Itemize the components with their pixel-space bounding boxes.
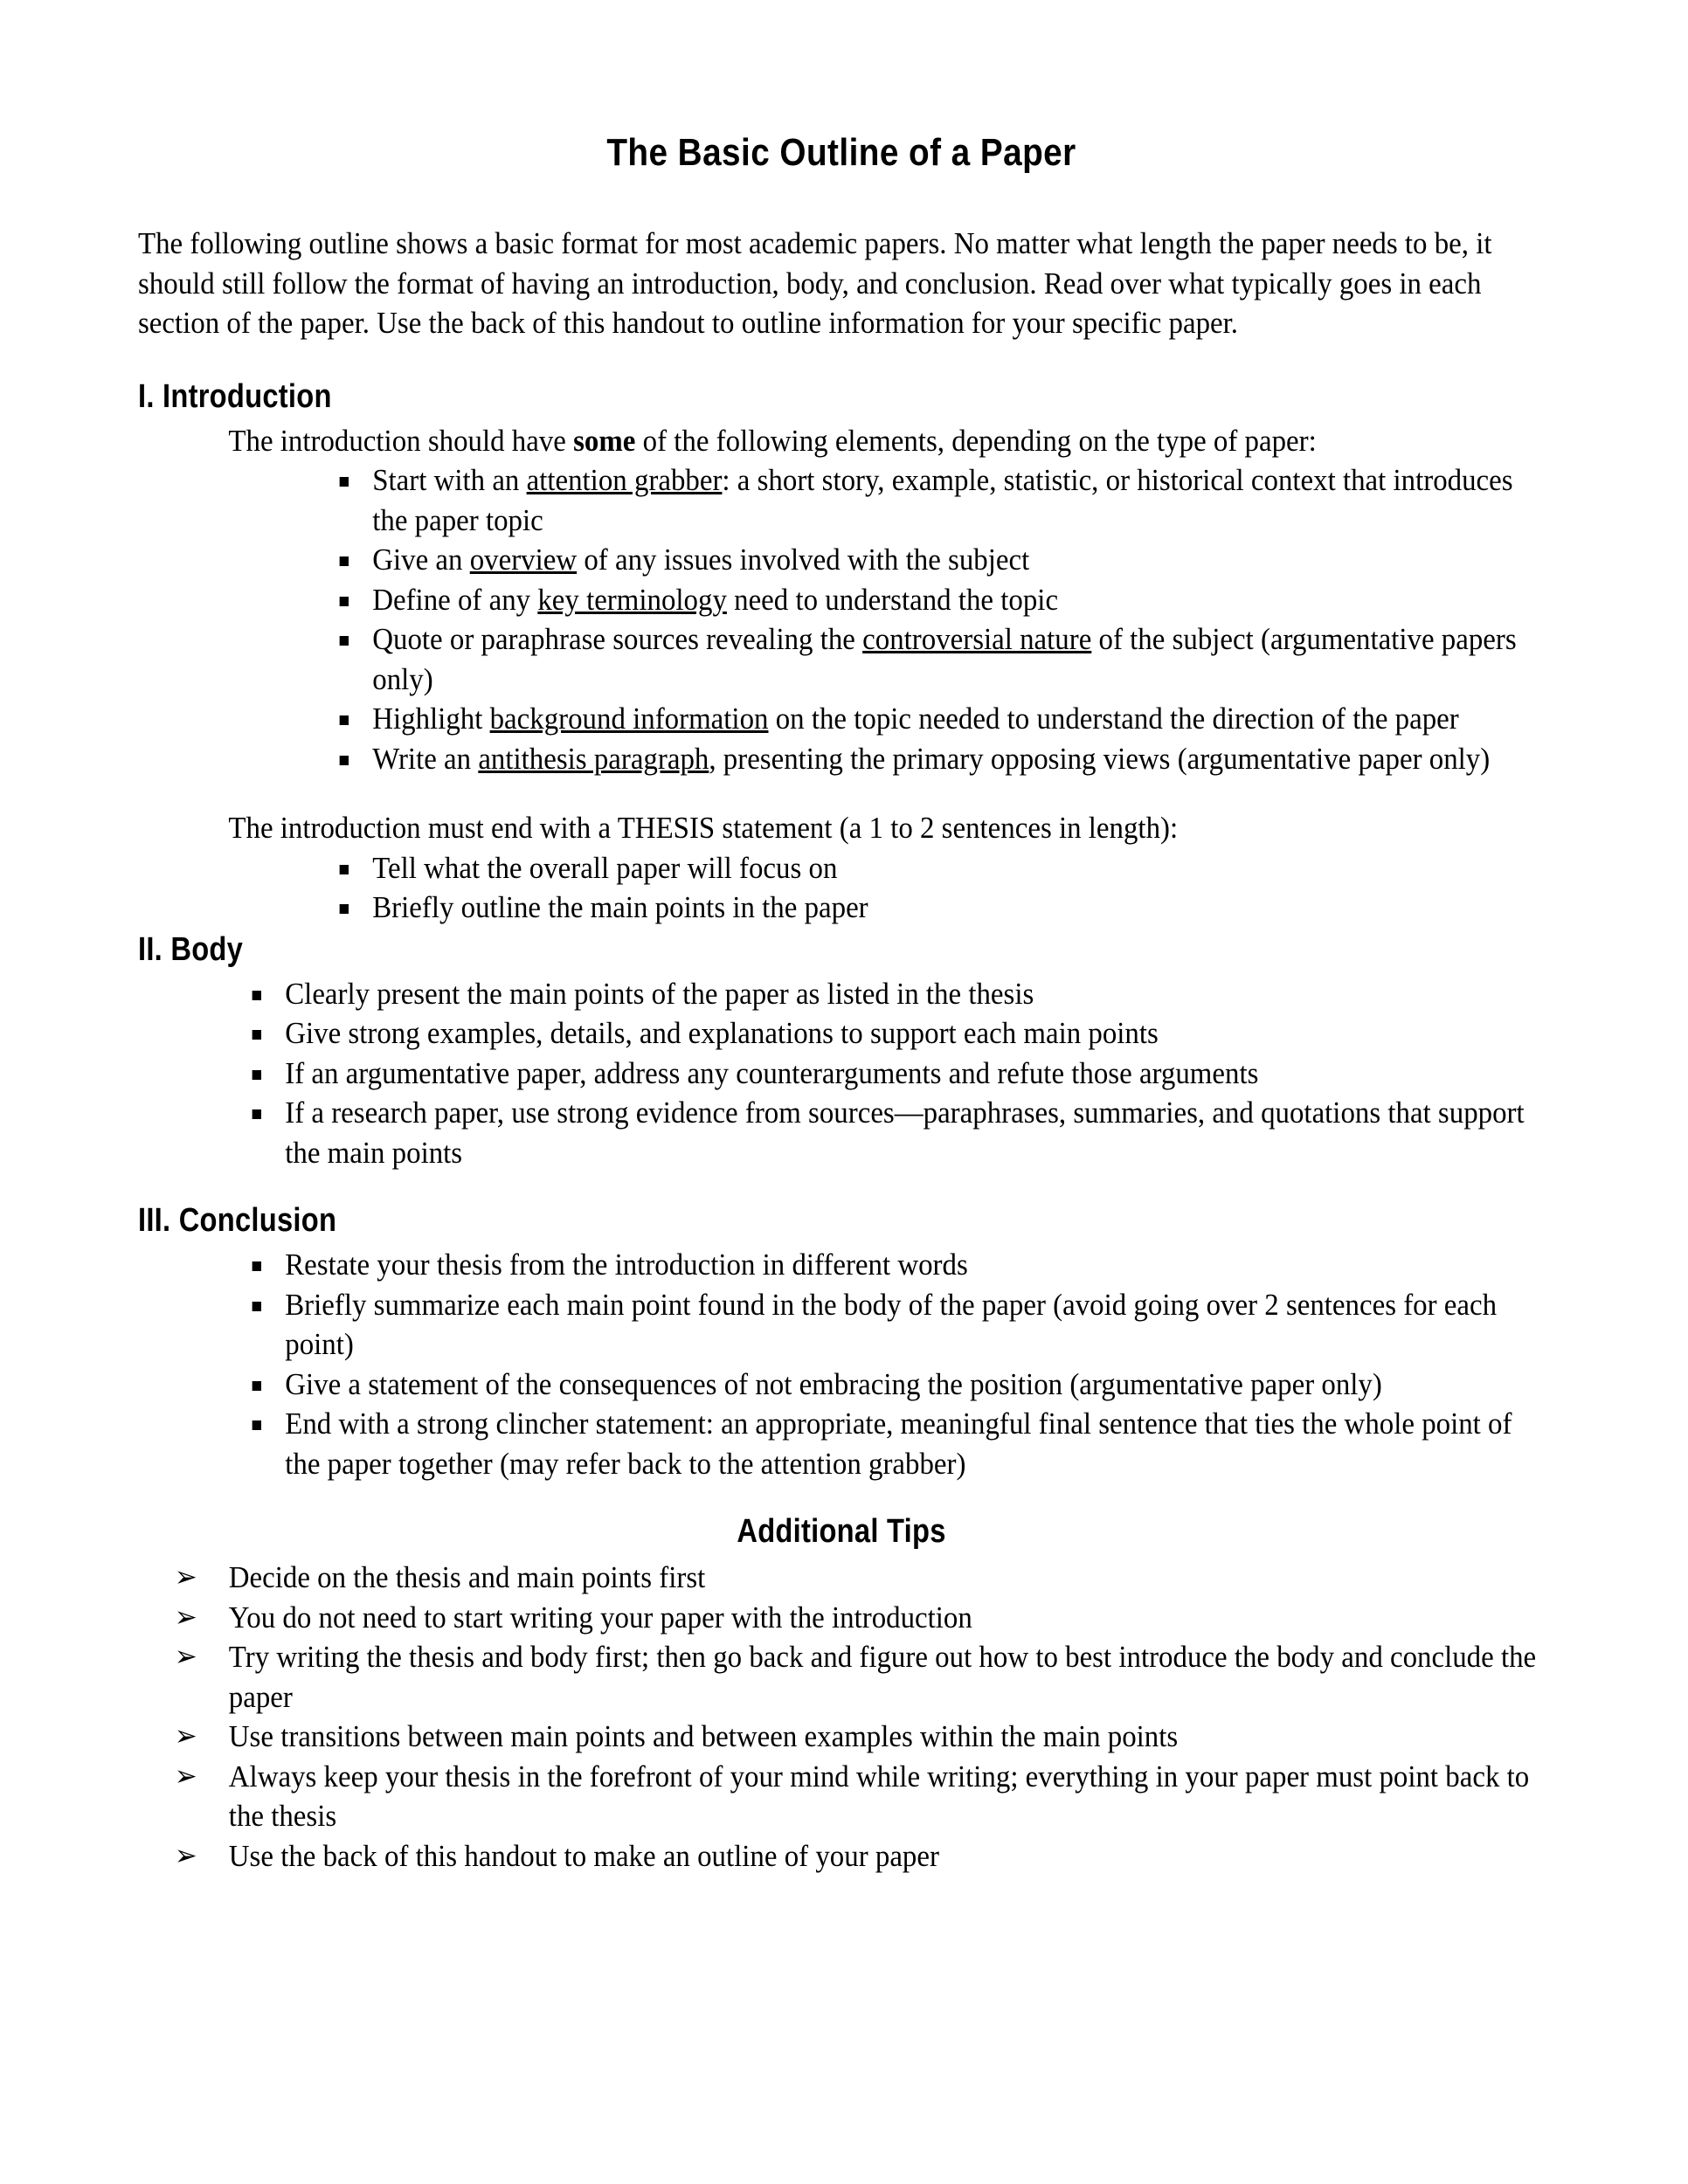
bullet-text-underlined: key terminology [537, 582, 727, 617]
spacer [138, 1176, 1545, 1202]
section-additional-tips [138, 1513, 1545, 1876]
list-item [171, 1637, 1539, 1717]
list-item: Clearly present the main points of the paper as listed in the thesis [247, 974, 1540, 1014]
arrow-bullet-icon: ➢ [174, 1599, 197, 1634]
list-item [335, 739, 1540, 779]
arrow-bullet-icon: ➢ [174, 1718, 197, 1752]
page-title: The Basic Outline of a Paper [606, 131, 1076, 174]
list-item: End with a strong clincher statement: an appropriate, meaningful final sentence that ties the whole point of the paper together (may refer back to the attention grabber) [247, 1404, 1540, 1483]
arrow-bullet-icon: ➢ [174, 1559, 197, 1593]
bullet-text-pre: Write an [372, 741, 479, 776]
bullet-text-underlined: antithesis paragraph [478, 741, 709, 776]
list-item: Give a statement of the consequences of not embracing the position (argumentative paper only) [247, 1365, 1540, 1405]
arrow-bullet-icon: ➢ [174, 1758, 197, 1793]
section-introduction [138, 378, 1545, 928]
list-item [171, 1558, 1539, 1598]
list-item [335, 699, 1540, 739]
tip-text: You do not need to start writing your paper with the introduction [228, 1600, 972, 1635]
bullet-text-underlined: controversial nature [862, 622, 1092, 656]
section-heading-body: II. Body [138, 930, 244, 968]
tip-text: Use transitions between main points and between examples within the main points [228, 1719, 1179, 1753]
introduction-lead-in [138, 421, 1539, 461]
tip-text: Try writing the thesis and body first; then go back and figure out how to best introduce the body and conclude the paper [228, 1640, 1537, 1714]
introduction-bullet-list [335, 460, 1545, 778]
conclusion-bullet-list [247, 1245, 1545, 1483]
lead-in-pre: The introduction should have [228, 423, 574, 458]
section-body [138, 931, 1545, 1173]
thesis-lead-in: The introduction must end with a THESIS statement (a 1 to 2 sentences in length): [228, 811, 1179, 845]
lead-in-emphasis: some [573, 423, 636, 458]
document-content [138, 131, 1545, 1879]
bullet-text-post: of the subject (argumentative papers only) [372, 622, 1517, 696]
list-item [335, 580, 1540, 620]
bullet-text-pre: Define of any [372, 582, 538, 617]
additional-tips-list [171, 1558, 1545, 1876]
bullet-text-post: of any issues involved with the subject [577, 543, 1030, 577]
list-item: Briefly summarize each main point found in the body of the paper (avoid going over 2 sentences for each point) [247, 1285, 1540, 1365]
tip-text: Decide on the thesis and main points first [228, 1560, 706, 1594]
list-item: Restate your thesis from the introduction in different words [247, 1245, 1540, 1285]
list-item [171, 1836, 1539, 1876]
body-bullet-list [247, 974, 1545, 1173]
list-item [335, 619, 1540, 699]
bullet-text-underlined: overview [469, 543, 578, 577]
bullet-text-pre: Start with an [372, 463, 527, 497]
list-item [335, 540, 1540, 580]
bullet-text-pre: Give an [372, 543, 470, 577]
tip-text: Use the back of this handout to make an outline of your paper [228, 1838, 939, 1873]
spacer [138, 1487, 1545, 1513]
additional-tips-heading: Additional Tips [737, 1513, 946, 1550]
tip-text: Always keep your thesis in the forefront of your mind while writing; everything in your paper must point back to the thesis [228, 1759, 1530, 1833]
bullet-text-underlined: attention grabber [526, 463, 723, 497]
list-item: Tell what the overall paper will focus on [335, 848, 1540, 888]
lead-in-post: of the following elements, depending on the type of paper: [635, 423, 1317, 458]
list-item: If an argumentative paper, address any counterarguments and refute those arguments [247, 1054, 1540, 1094]
list-item [171, 1598, 1539, 1638]
section-conclusion [138, 1202, 1545, 1483]
arrow-bullet-icon: ➢ [174, 1639, 197, 1673]
bullet-text-pre: Quote or paraphrase sources revealing the [372, 622, 863, 656]
bullet-text-underlined: background information [489, 702, 769, 736]
bullet-text-pre: Highlight [372, 702, 490, 736]
bullet-text-post: , presenting the primary opposing views (argumentative paper only) [709, 741, 1491, 776]
intro-paragraph: The following outline shows a basic format for most academic papers. No matter what length the paper needs to be, it should still follow the format of having an introduction, body, and conclusion. Read over what typically goes in each section of the paper. Use the back of this handout to outline information for your specific paper. [138, 226, 1492, 340]
list-item: Briefly outline the main points in the paper [335, 888, 1540, 928]
bullet-text-post: need to understand the topic [726, 582, 1059, 617]
section-heading-conclusion: III. Conclusion [138, 1202, 337, 1239]
list-item [171, 1717, 1539, 1757]
bullet-text-post: on the topic needed to understand the direction of the paper [768, 702, 1459, 736]
section-heading-introduction: I. Introduction [138, 377, 332, 415]
list-item: Give strong examples, details, and explanations to support each main points [247, 1013, 1540, 1054]
bullet-text-post: : a short story, example, statistic, or historical context that introduces the paper topic [372, 463, 1513, 537]
list-item [335, 460, 1540, 540]
list-item: If a research paper, use strong evidence from sources—paraphrases, summaries, and quotations that support the main points [247, 1093, 1540, 1172]
arrow-bullet-icon: ➢ [174, 1837, 197, 1872]
thesis-bullet-list [335, 848, 1545, 928]
list-item [171, 1757, 1539, 1836]
